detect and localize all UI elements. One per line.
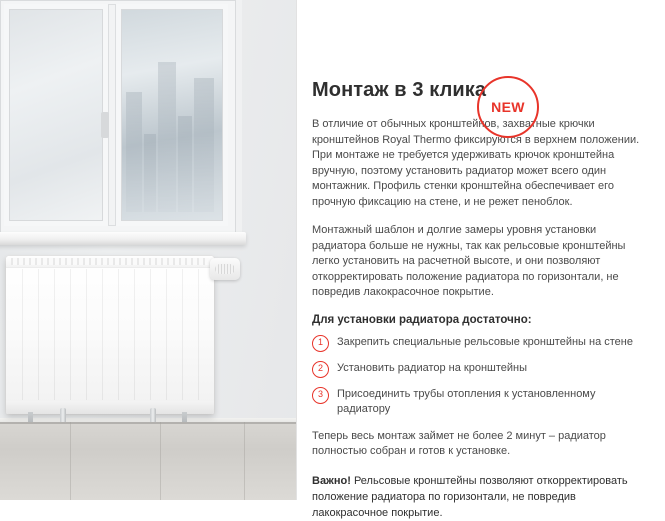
list-item: [312, 335, 645, 352]
important-label: Важно!: [312, 474, 351, 487]
paragraph-intro: В отличие от обычных кронштейнов, захватные крючки кронштейнов Royal Thermo фиксируются в верхнем положении. При монтаже не требуется удерживать крючок кронштейна вручную, поэтому установить радиатор может всего один монтажник. Профиль стенки кронштейна обеспечивает его прочную фиксацию на стене, и не режет пеноблок.: [312, 118, 640, 208]
important-note: [312, 473, 645, 521]
step-text: Установить радиатор на кронштейны: [337, 361, 528, 374]
new-badge: NEW: [477, 76, 539, 138]
step-number: 1: [312, 335, 329, 352]
step-text: Присоединить трубы отопления к установленному радиатору: [337, 387, 596, 415]
subheading-installation: Для установки радиатора достаточно:: [312, 313, 532, 326]
paragraph-template: Монтажный шаблон и долгие замеры уровня установки радиатора больше не нужны, так как рельсовые кронштейны легко установить на расчетной высоте, и они позволяют откорректировать положение радиатора по горизонтали, не повредив лакокрасочное покрытие.: [312, 224, 626, 298]
city-reflection: [124, 16, 220, 212]
list-item: [312, 387, 645, 417]
window-handle: [101, 112, 109, 138]
window-sill: [0, 232, 246, 245]
list-item: [312, 361, 645, 378]
step-number: 3: [312, 387, 329, 404]
radiator-grille: [11, 258, 209, 265]
article-content: [296, 0, 665, 519]
radiator: [6, 256, 214, 414]
window-sash-left: [4, 4, 108, 226]
floor: [0, 422, 296, 500]
step-number: 2: [312, 361, 329, 378]
radiator-top-panel: [6, 256, 214, 268]
installation-steps: [312, 335, 645, 417]
page-title: Монтаж в 3 клика: [312, 79, 487, 101]
important-text: Рельсовые кронштейны позволяют откорректировать положение радиатора по горизонтали, не повредив лакокрасочное покрытие.: [312, 474, 628, 519]
step-text: Закрепить специальные рельсовые кронштейны на стене: [337, 335, 633, 348]
radiator-valve: [210, 258, 240, 280]
window-mullion: [108, 4, 116, 226]
paragraph-closing: Теперь весь монтаж займет не более 2 минут – радиатор полностью собран и готов к установке.: [312, 429, 606, 457]
radiator-photo: [0, 0, 296, 500]
